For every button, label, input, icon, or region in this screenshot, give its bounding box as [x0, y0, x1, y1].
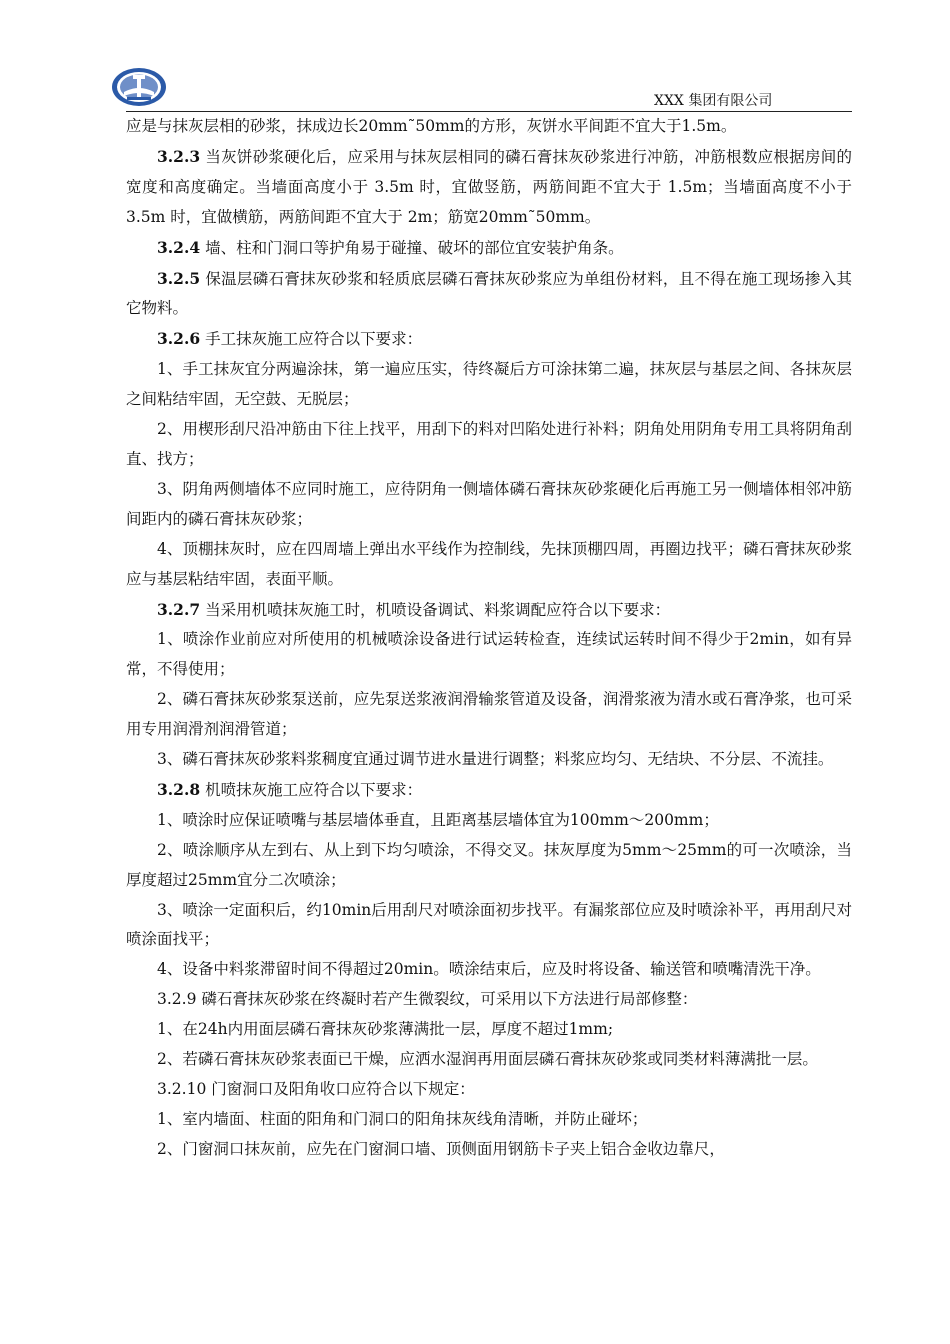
company-logo-icon — [110, 66, 168, 108]
list-item: 1、在24h内用面层磷石膏抹灰砂浆薄满批一层，厚度不超过1mm; — [157, 1020, 614, 1039]
clause-number: 3.2.7 — [157, 599, 201, 619]
list-item: 1、喷涂时应保证喷嘴与基层墙体垂直，且距离基层墙体宜为100mm～200mm； — [157, 810, 719, 829]
list-item: 3、阴角两侧墙体不应同时施工，应待阴角一侧墙体磷石膏抹灰砂浆硬化后再施工另一侧墙体相邻冲筋间距内的磷石膏抹灰砂浆； — [126, 479, 852, 528]
list-item: 1、手工抹灰宜分两遍涂抹，第一遍应压实，待终凝后方可涂抹第二遍，抹灰层与基层之间、各抹灰层之间粘结牢固，无空鼓、无脱层； — [126, 360, 852, 409]
list-item: 2、门窗洞口抹灰前，应先在门窗洞口墙、顶侧面用钢筋卡子夹上铝合金收边靠尺， — [157, 1139, 725, 1158]
list-item: 1、喷涂作业前应对所使用的机械喷涂设备进行试运转检查，连续试运转时间不得少于2min，如有异常，不得使用； — [126, 630, 852, 679]
company-name: XXX 集团有限公司 — [654, 93, 773, 109]
body-text — [126, 112, 852, 1165]
clause-number: 3.2.8 — [157, 779, 201, 799]
clause-number: 3.2.5 — [157, 268, 201, 288]
clause-number: 3.2.3 — [157, 146, 201, 166]
list-item: 3、喷涂一定面积后，约10min后用刮尺对喷涂面初步找平。有漏浆部位应及时喷涂补平，再用刮尺对喷涂面找平； — [126, 900, 852, 949]
clause-number: 3.2.6 — [157, 329, 201, 349]
list-item: 2、喷涂顺序从左到右、从上到下均匀喷涂，不得交叉。抹灰厚度为5mm～25mm的可一次喷涂，当厚度超过25mm宜分二次喷涂； — [126, 840, 852, 889]
list-item: 2、磷石膏抹灰砂浆泵送前，应先泵送浆液润滑输浆管道及设备，润滑浆液为清水或石膏净浆，也可采用专用润滑剂润滑管道； — [126, 690, 852, 739]
clause-number: 3.2.4 — [157, 237, 201, 257]
paragraph: 3.2.7 当采用机喷抹灰施工时，机喷设备调试、料浆调配应符合以下要求： — [157, 599, 671, 619]
list-item: 2、若磷石膏抹灰砂浆表面已干燥，应洒水湿润再用面层磷石膏抹灰砂浆或同类材料薄满批一层。 — [157, 1050, 818, 1069]
paragraph: 3.2.4 墙、柱和门洞口等护角易于碰撞、破坏的部位宜安装护角条。 — [157, 237, 624, 257]
list-item: 4、设备中料浆滞留时间不得超过20min。喷涂结束后，应及时将设备、输送管和喷嘴清洗干净。 — [157, 960, 821, 979]
list-item: 3、磷石膏抹灰砂浆料浆稠度宜通过调节进水量进行调整；料浆应均匀、无结块、不分层、不流挂。 — [157, 750, 834, 769]
paragraph: 3.2.3 当灰饼砂浆硬化后，应采用与抹灰层相同的磷石膏抹灰砂浆进行冲筋，冲筋根数应根据房间的宽度和高度确定。当墙面高度小于 3.5m 时，宜做竖筋，两筋间距不宜大于 1.5m；当墙面高度不小于3.5m 时，宜做横筋，两筋间距不宜大于 2m；筋宽20mm˜50mm。 — [126, 146, 852, 226]
paragraph: 3.2.9 磷石膏抹灰砂浆在终凝时若产生微裂纹，可采用以下方法进行局部修整： — [157, 990, 698, 1009]
list-item: 4、顶棚抹灰时，应在四周墙上弹出水平线作为控制线，先抹顶棚四周，再圈边找平；磷石膏抹灰砂浆应与基层粘结牢固，表面平顺。 — [126, 539, 852, 588]
paragraph: 3.2.8 机喷抹灰施工应符合以下要求： — [157, 779, 423, 799]
list-item: 1、室内墙面、柱面的阳角和门洞口的阳角抹灰线角清晰，并防止碰坏； — [157, 1109, 648, 1128]
paragraph: 应是与抹灰层相的砂浆，抹成边长20mm˜50mm的方形，灰饼水平间距不宜大于1.5m。 — [126, 117, 737, 135]
paragraph: 3.2.5 保温层磷石膏抹灰砂浆和轻质底层磷石膏抹灰砂浆应为单组份材料，且不得在施工现场掺入其它物料。 — [126, 268, 852, 318]
paragraph: 3.2.10 门窗洞口及阳角收口应符合以下规定： — [157, 1080, 475, 1098]
list-item: 2、用楔形刮尺沿冲筋由下往上找平，用刮下的料对凹陷处进行补料；阴角处用阴角专用工具将阴角刮直、找方； — [126, 420, 852, 468]
paragraph: 3.2.6 手工抹灰施工应符合以下要求： — [157, 329, 423, 349]
